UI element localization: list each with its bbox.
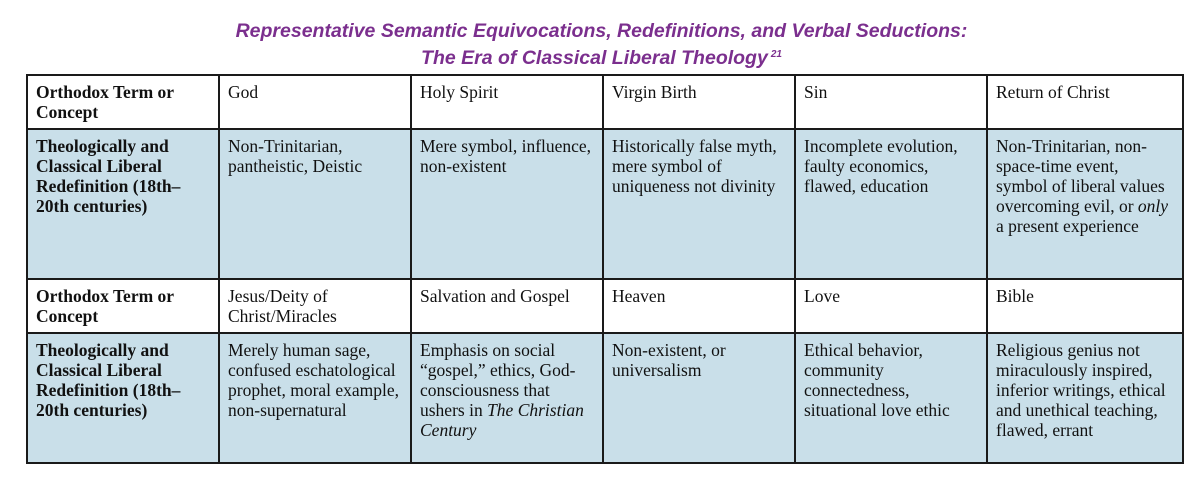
cell-text: Return of Christ [996, 82, 1110, 102]
table-cell [411, 333, 603, 463]
table-cell [987, 333, 1183, 463]
table-cell [795, 279, 987, 333]
table-cell [219, 129, 411, 279]
cell-text: Heaven [612, 286, 666, 306]
cell-text: Non-Trinitarian, pantheistic, Deistic [228, 136, 363, 176]
table-cell [411, 129, 603, 279]
table-cell [987, 279, 1183, 333]
cell-text: Salvation and Gospel [420, 286, 570, 306]
cell-text: Non-Trinitarian, non-space-time event, symbol of liberal values overcoming evil, or [996, 136, 1165, 216]
row-label-cell: Theologically and Classical Liberal Redefinition (18th–20th centuries) [27, 333, 219, 463]
table-cell [603, 75, 795, 129]
title-line-1: Representative Semantic Equivocations, Redefinitions, and Verbal Seductions: [235, 20, 968, 42]
cell-text: Sin [804, 82, 828, 102]
table-cell [603, 279, 795, 333]
cell-text: Love [804, 286, 840, 306]
cell-text: Virgin Birth [612, 82, 697, 102]
table-cell [795, 129, 987, 279]
table-cell [603, 333, 795, 463]
table-cell [219, 279, 411, 333]
cell-text: Non-existent, or universalism [612, 340, 726, 380]
table-cell [795, 333, 987, 463]
table-cell [603, 129, 795, 279]
row-label-cell: Orthodox Term or Concept [27, 75, 219, 129]
table-cell [987, 75, 1183, 129]
cell-text: a present experience [996, 216, 1139, 236]
table-row-liberal-redefinition-1 [27, 129, 1183, 279]
cell-text: Holy Spirit [420, 82, 499, 102]
table-cell [219, 333, 411, 463]
cell-text: Incomplete evolution, faulty economics, flawed, education [804, 136, 958, 196]
cell-text: Mere symbol, influence, non-existent [420, 136, 592, 176]
table-cell [219, 75, 411, 129]
cell-text: Jesus/Deity of Christ/Miracles [228, 286, 337, 326]
table-cell [987, 129, 1183, 279]
footnote-marker: 21 [770, 48, 782, 60]
title-line-2-text: The Era of Classical Liberal Theology [421, 47, 768, 69]
table-row-orthodox-terms-1 [27, 75, 1183, 129]
comparison-table [26, 74, 1184, 464]
table-cell [411, 279, 603, 333]
cell-text: Religious genius not miraculously inspired, inferior writings, ethical and unethical teaching, flawed, errant [996, 340, 1166, 440]
cell-text: God [228, 82, 259, 102]
table-title [0, 18, 1203, 72]
row-label-cell: Theologically and Classical Liberal Redefinition (18th–20th centuries) [27, 129, 219, 279]
italic-text: The Christian Century [420, 400, 584, 440]
cell-text: Bible [996, 286, 1034, 306]
cell-text: Merely human sage, confused eschatological prophet, moral example, non-supernatural [228, 340, 400, 420]
cell-text: Ethical behavior, community connectedness, situational love ethic [804, 340, 950, 420]
row-label-cell: Orthodox Term or Concept [27, 279, 219, 333]
table-row-orthodox-terms-2 [27, 279, 1183, 333]
cell-text: Emphasis on social “gospel,” ethics, God-consciousness that ushers in [420, 340, 576, 420]
table-cell [795, 75, 987, 129]
italic-text: only [1137, 196, 1169, 216]
table-cell [411, 75, 603, 129]
table-row-liberal-redefinition-2 [27, 333, 1183, 463]
cell-text: Historically false myth, mere symbol of uniqueness not divinity [612, 136, 777, 196]
title-line-2 [0, 45, 1203, 72]
